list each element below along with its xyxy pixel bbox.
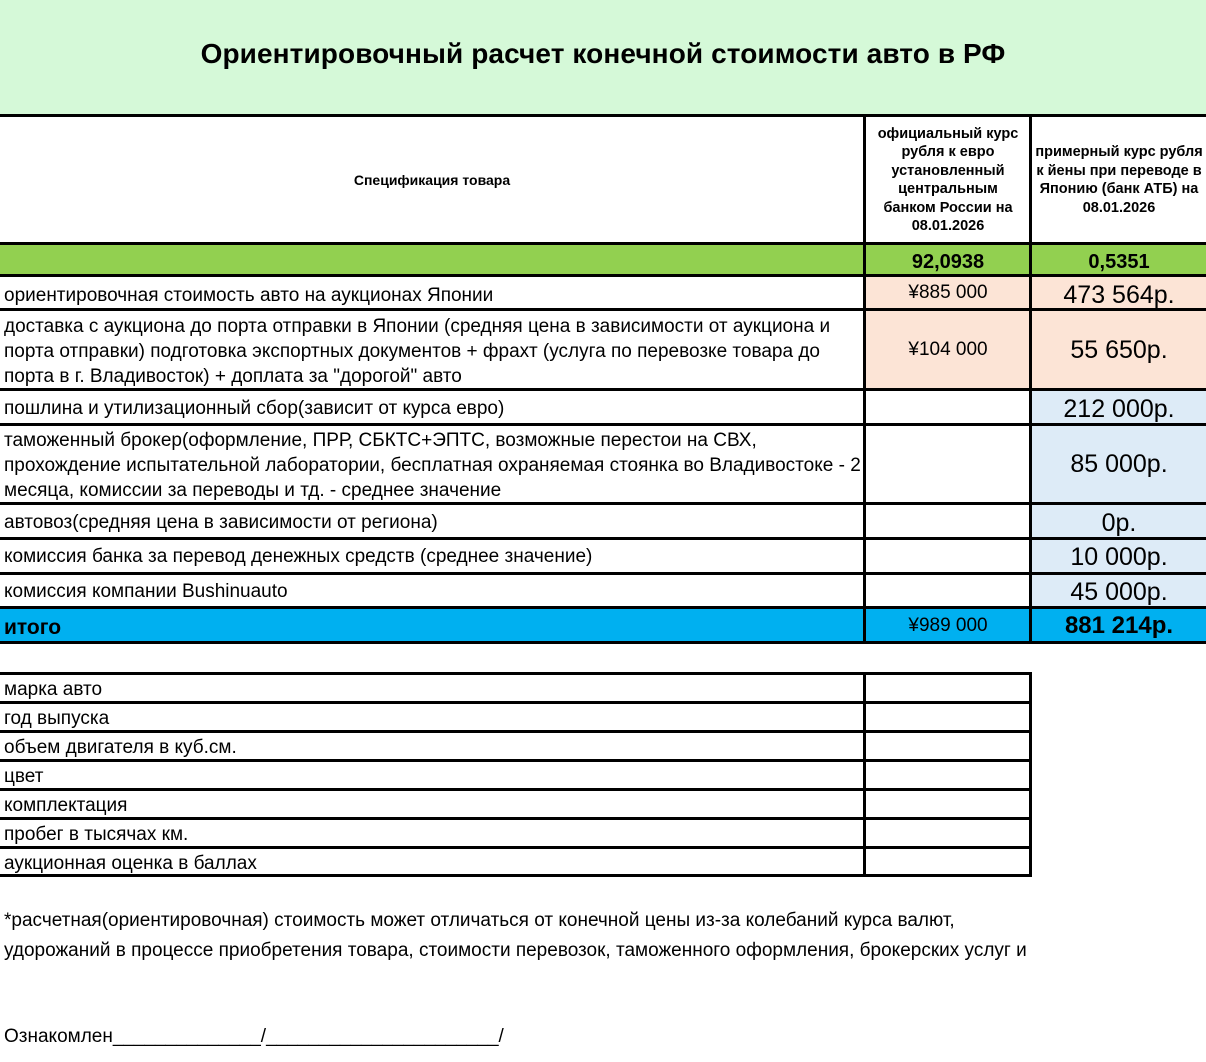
cost-row-rub: 10 000р. [1032,540,1206,573]
title-band [0,0,1206,114]
table-border [0,502,1206,505]
footnote-line-2: удорожаний в процессе приобретения товара, стоимости перевозок, таможенного оформления, брокерских услуг и [4,940,1027,961]
cost-row-yen [866,540,1030,573]
spec-label: объем двигателя в куб.см. [4,737,237,758]
rate-row-label-cell [0,245,864,275]
cost-row-yen [866,505,1030,538]
table-border [0,817,1032,820]
header-yen-rate: примерный курс рубля к йены при переводе в Японию (банк АТБ) на 08.01.2026 [1035,144,1203,216]
spec-label: марка авто [4,679,103,700]
footnote-line-1: *расчетная(ориентировочная) стоимость может отличаться от конечной цены из-за колебаний курса валют, [4,910,955,931]
cost-row-yen: ¥104 000 [866,311,1030,389]
cost-row-label: доставка с аукциона до порта отправки в Японии (средняя цена в зависимости от аукциона и порта отправки) подготовка экспортных документов + фрахт (услуга по перевозке товара до порта в г. Владивосток) + доплата за "дорогой" авто [4,315,831,387]
cost-row-yen [866,575,1030,607]
table-border [0,701,1032,704]
cost-row-rub: 45 000р. [1032,575,1206,607]
table-border [0,572,1206,575]
table-border [0,846,1032,849]
table-border [0,308,1206,311]
spec-values-column[interactable] [866,674,1030,874]
table-border [863,114,866,644]
header-spec: Спецификация товара [353,172,511,188]
cost-row-label: ориентировочная стоимость авто на аукционах Японии [4,284,494,306]
spec-label: комплектация [4,795,128,816]
spec-label: цвет [4,766,44,787]
yen-rate-value: 0,5351 [1032,245,1206,275]
cost-row-rub: 473 564р. [1032,277,1206,309]
spec-label: аукционная оценка в баллах [4,853,257,874]
total-rub: 881 214р. [1032,609,1206,642]
header-euro-rate: официальный курс рубля к евро установленный центральным банком России на 08.01.2026 [877,125,1019,234]
signature-line: Ознакомлен______________/______________________/ [4,1026,504,1047]
cost-row-rub: 0р. [1032,505,1206,538]
table-border [0,672,1032,675]
spec-label: пробег в тысячах км. [4,824,189,845]
table-border [0,759,1032,762]
cost-row-label: таможенный брокер(оформление, ПРР, СБКТС+ЭПТС, возможные перестои на СВХ, прохождение испытательной лаборатории, бесплатная охраняемая стоянка во Владивостоке - 2 месяца, комиссии за переводы и тд. - среднее значение [4,430,861,501]
table-border [0,388,1206,391]
cost-row-rub: 55 650р. [1032,311,1206,389]
table-border [0,606,1206,609]
table-border [1029,114,1032,644]
cost-row-yen: ¥885 000 [866,277,1030,309]
euro-rate-value: 92,0938 [866,245,1030,275]
table-border [863,672,866,877]
table-border [0,242,1206,245]
table-border [0,874,1032,877]
cost-row-yen [866,391,1030,424]
table-border [0,788,1032,791]
table-border [0,730,1032,733]
table-border [0,274,1206,277]
cost-row-label: комиссия банка за перевод денежных средств (среднее значение) [4,546,593,567]
spec-label: год выпуска [4,708,110,729]
table-border [0,537,1206,540]
cost-row-label: пошлина и утилизационный сбор(зависит от курса евро) [4,398,505,419]
cost-row-rub: 85 000р. [1032,426,1206,503]
cost-row-label: комиссия компании Bushinuauto [4,580,288,602]
table-border [0,114,1206,117]
total-yen: ¥989 000 [866,609,1030,642]
table-border [1029,672,1032,877]
table-border [0,641,1206,644]
total-label: итого [0,609,864,642]
table-border [0,423,1206,426]
cost-row-rub: 212 000р. [1032,391,1206,424]
cost-row-yen [866,426,1030,503]
cost-row-label: автовоз(средняя цена в зависимости от региона) [4,512,438,533]
page-title: Ориентировочный расчет конечной стоимости авто в РФ [200,38,1006,69]
